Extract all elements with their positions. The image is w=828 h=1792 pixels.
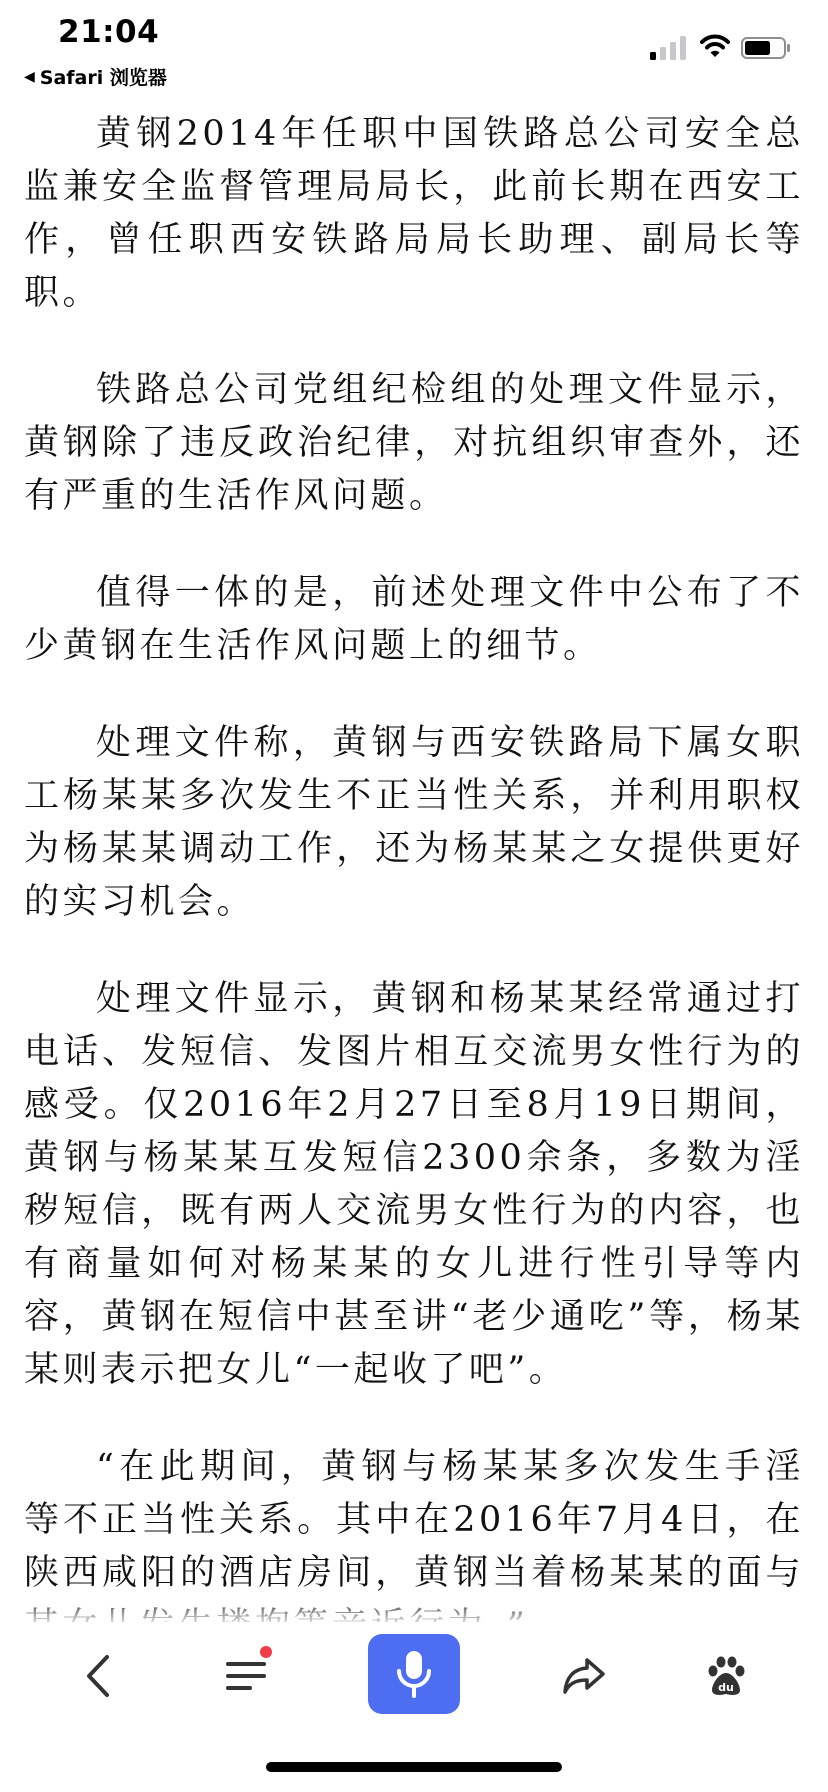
back-to-app-link[interactable] (24, 63, 167, 90)
article-body (24, 108, 804, 1792)
menu-icon (224, 1657, 268, 1695)
back-app-label: Safari 浏览器 (39, 67, 167, 89)
baidu-paw-icon (704, 1654, 748, 1698)
article-paragraph: “在此期间，黄钢与杨某某多次发生手淫等不正当性关系。其中在2016年7月4日，在陕西咸阳的酒店房间，黄钢当着杨某某的面与 (24, 1447, 804, 1593)
notification-dot (260, 1646, 272, 1658)
svg-text:du: du (718, 1681, 734, 1694)
battery-icon (741, 37, 791, 59)
signal-icon (650, 36, 690, 60)
share-button[interactable] (538, 1636, 630, 1716)
article-paragraph: 黄钢2014年任职中国铁路总公司安全总监兼安全监督管理局局长，此前长期在西安工作，曾任职西安铁路局局长助理、副局长等职。 (24, 114, 804, 313)
wifi-icon (700, 33, 730, 59)
microphone-icon (394, 1649, 434, 1699)
status-time: 21:04 (58, 14, 160, 50)
menu-button[interactable] (200, 1636, 292, 1716)
article-paragraph: 铁路总公司党组纪检组的处理文件显示，黄钢除了违反政治纪律，对抗组织审查外，还有严重的生活作风问题。 (24, 370, 804, 516)
home-indicator[interactable] (266, 1762, 562, 1772)
share-icon (561, 1656, 607, 1696)
back-button[interactable] (52, 1636, 144, 1716)
back-triangle-icon: ◀ (24, 68, 35, 85)
voice-button[interactable] (368, 1634, 460, 1714)
baidu-button[interactable] (680, 1636, 772, 1716)
status-bar (0, 0, 828, 92)
article-paragraph: 值得一体的是，前述处理文件中公布了不少黄钢在生活作风问题上的细节。 (24, 573, 804, 666)
chevron-left-icon (81, 1653, 115, 1699)
article-paragraph: 处理文件显示，黄钢和杨某某经常通过打电话、发短信、发图片相互交流男女性行为的感受。仅2016年2月27日至8月19日期间，黄钢与杨某某互发短信2300余条，多数为淫秽短信，既有两人交流男女性行为的内容，也有商量如何对杨某某的女儿进行性引导等内容，黄钢在短信中甚至讲“老少通吃”等，杨某某则表示把女儿“一起收了吧”。 (24, 979, 804, 1390)
article-paragraph: 处理文件称，黄钢与西安铁路局下属女职工杨某某多次发生不正当性关系，并利用职权为杨某某调动工作，还为杨某某之女提供更好的实习机会。 (24, 723, 804, 922)
